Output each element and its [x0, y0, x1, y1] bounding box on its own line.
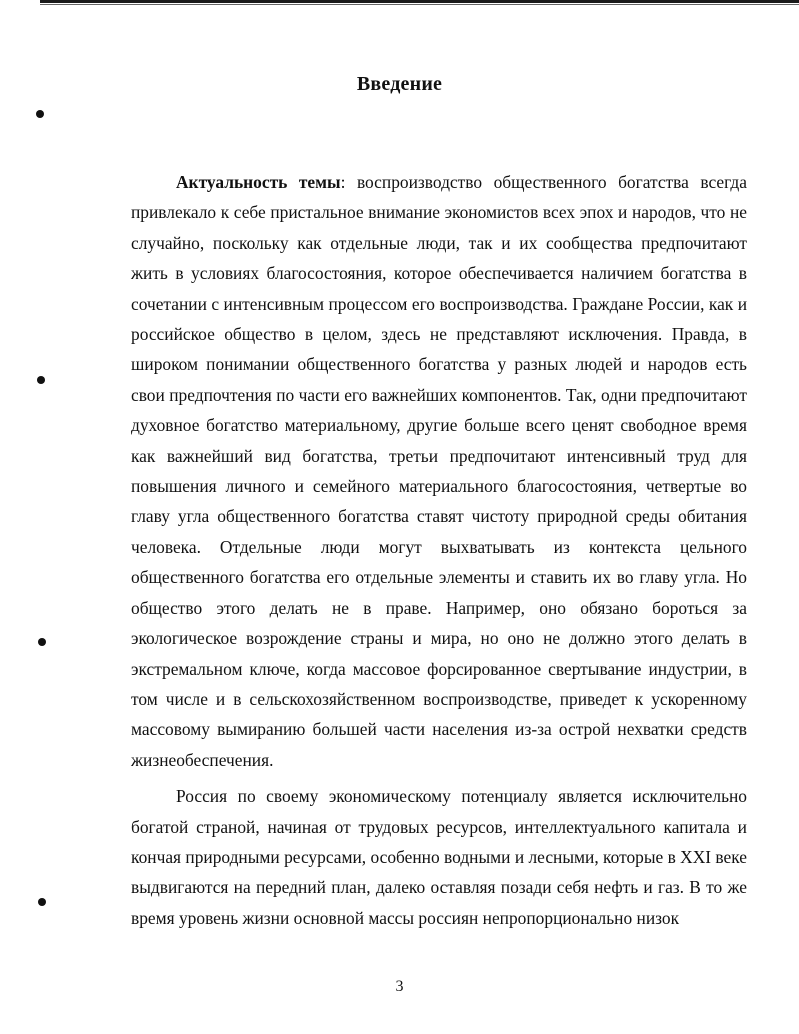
page-title: Введение — [356, 73, 443, 96]
paragraph-relevance — [131, 167, 747, 775]
page-number: 3 — [395, 978, 404, 995]
paragraph-text: Россия по своему экономическому потенциалу является исключительно богатой страной, начиная от трудовых ресурсов, интеллектуального капитала и кончая природными ресурсами, особенно водными и лесными, которые в XXI веке выдвигаются на передний план, далеко оставляя позади себя нефть и газ. В то же время уровень жизни основной массы россиян непропорционально низок — [131, 786, 747, 928]
top-border-rule-thin — [40, 4, 799, 5]
document-body — [131, 167, 747, 933]
binding-hole-mark — [36, 110, 44, 118]
binding-hole-mark — [38, 898, 46, 906]
paragraph-text: : воспроизводство общественного богатства всегда привлекало к себе пристальное внимание экономистов всех эпох и народов, что не случайно, поскольку как отдельные люди, так и их сообщества предпочитают жить в условиях благосостояния, которое обеспечивается наличием богатства в сочетании с интенсивным процессом его воспроизводства. Граждане России, как и российское общество в целом, здесь не представляют исключения. Правда, в широком понимании общественного богатства у разных людей и народов есть свои предпочтения по части его важнейших компонентов. Так, одни предпочитают духовное богатство материальному, другие больше всего ценят свободное время как важнейший вид богатства, третьи предпочитают интенсивный труд для повышения личного и семейного материального благосостояния, четвертые во главу угла общественного богатства ставят чистоту природной среды обитания человека. Отдельные люди могут выхватывать из контекста цельного общественного богатства его отдельные элементы и ставить их во главу угла. Но общество этого делать не в праве. Например, оно обязано бороться за экологическое возрождение страны и мира, но оно не должно этого делать в экстремальном ключе, когда массовое форсированное свертывание индустрии, в том числе и в сельскохозяйственном воспроизводстве, приведет к ускоренному массовому вымиранию большей части населения из-за острой нехватки средств жизнеобеспечения. — [131, 172, 747, 770]
top-border-rule — [40, 0, 799, 3]
binding-hole-mark — [37, 376, 45, 384]
binding-hole-mark — [38, 638, 46, 646]
paragraph-lead-term: Актуальность темы — [176, 172, 341, 192]
paragraph-russia-potential — [131, 781, 747, 933]
